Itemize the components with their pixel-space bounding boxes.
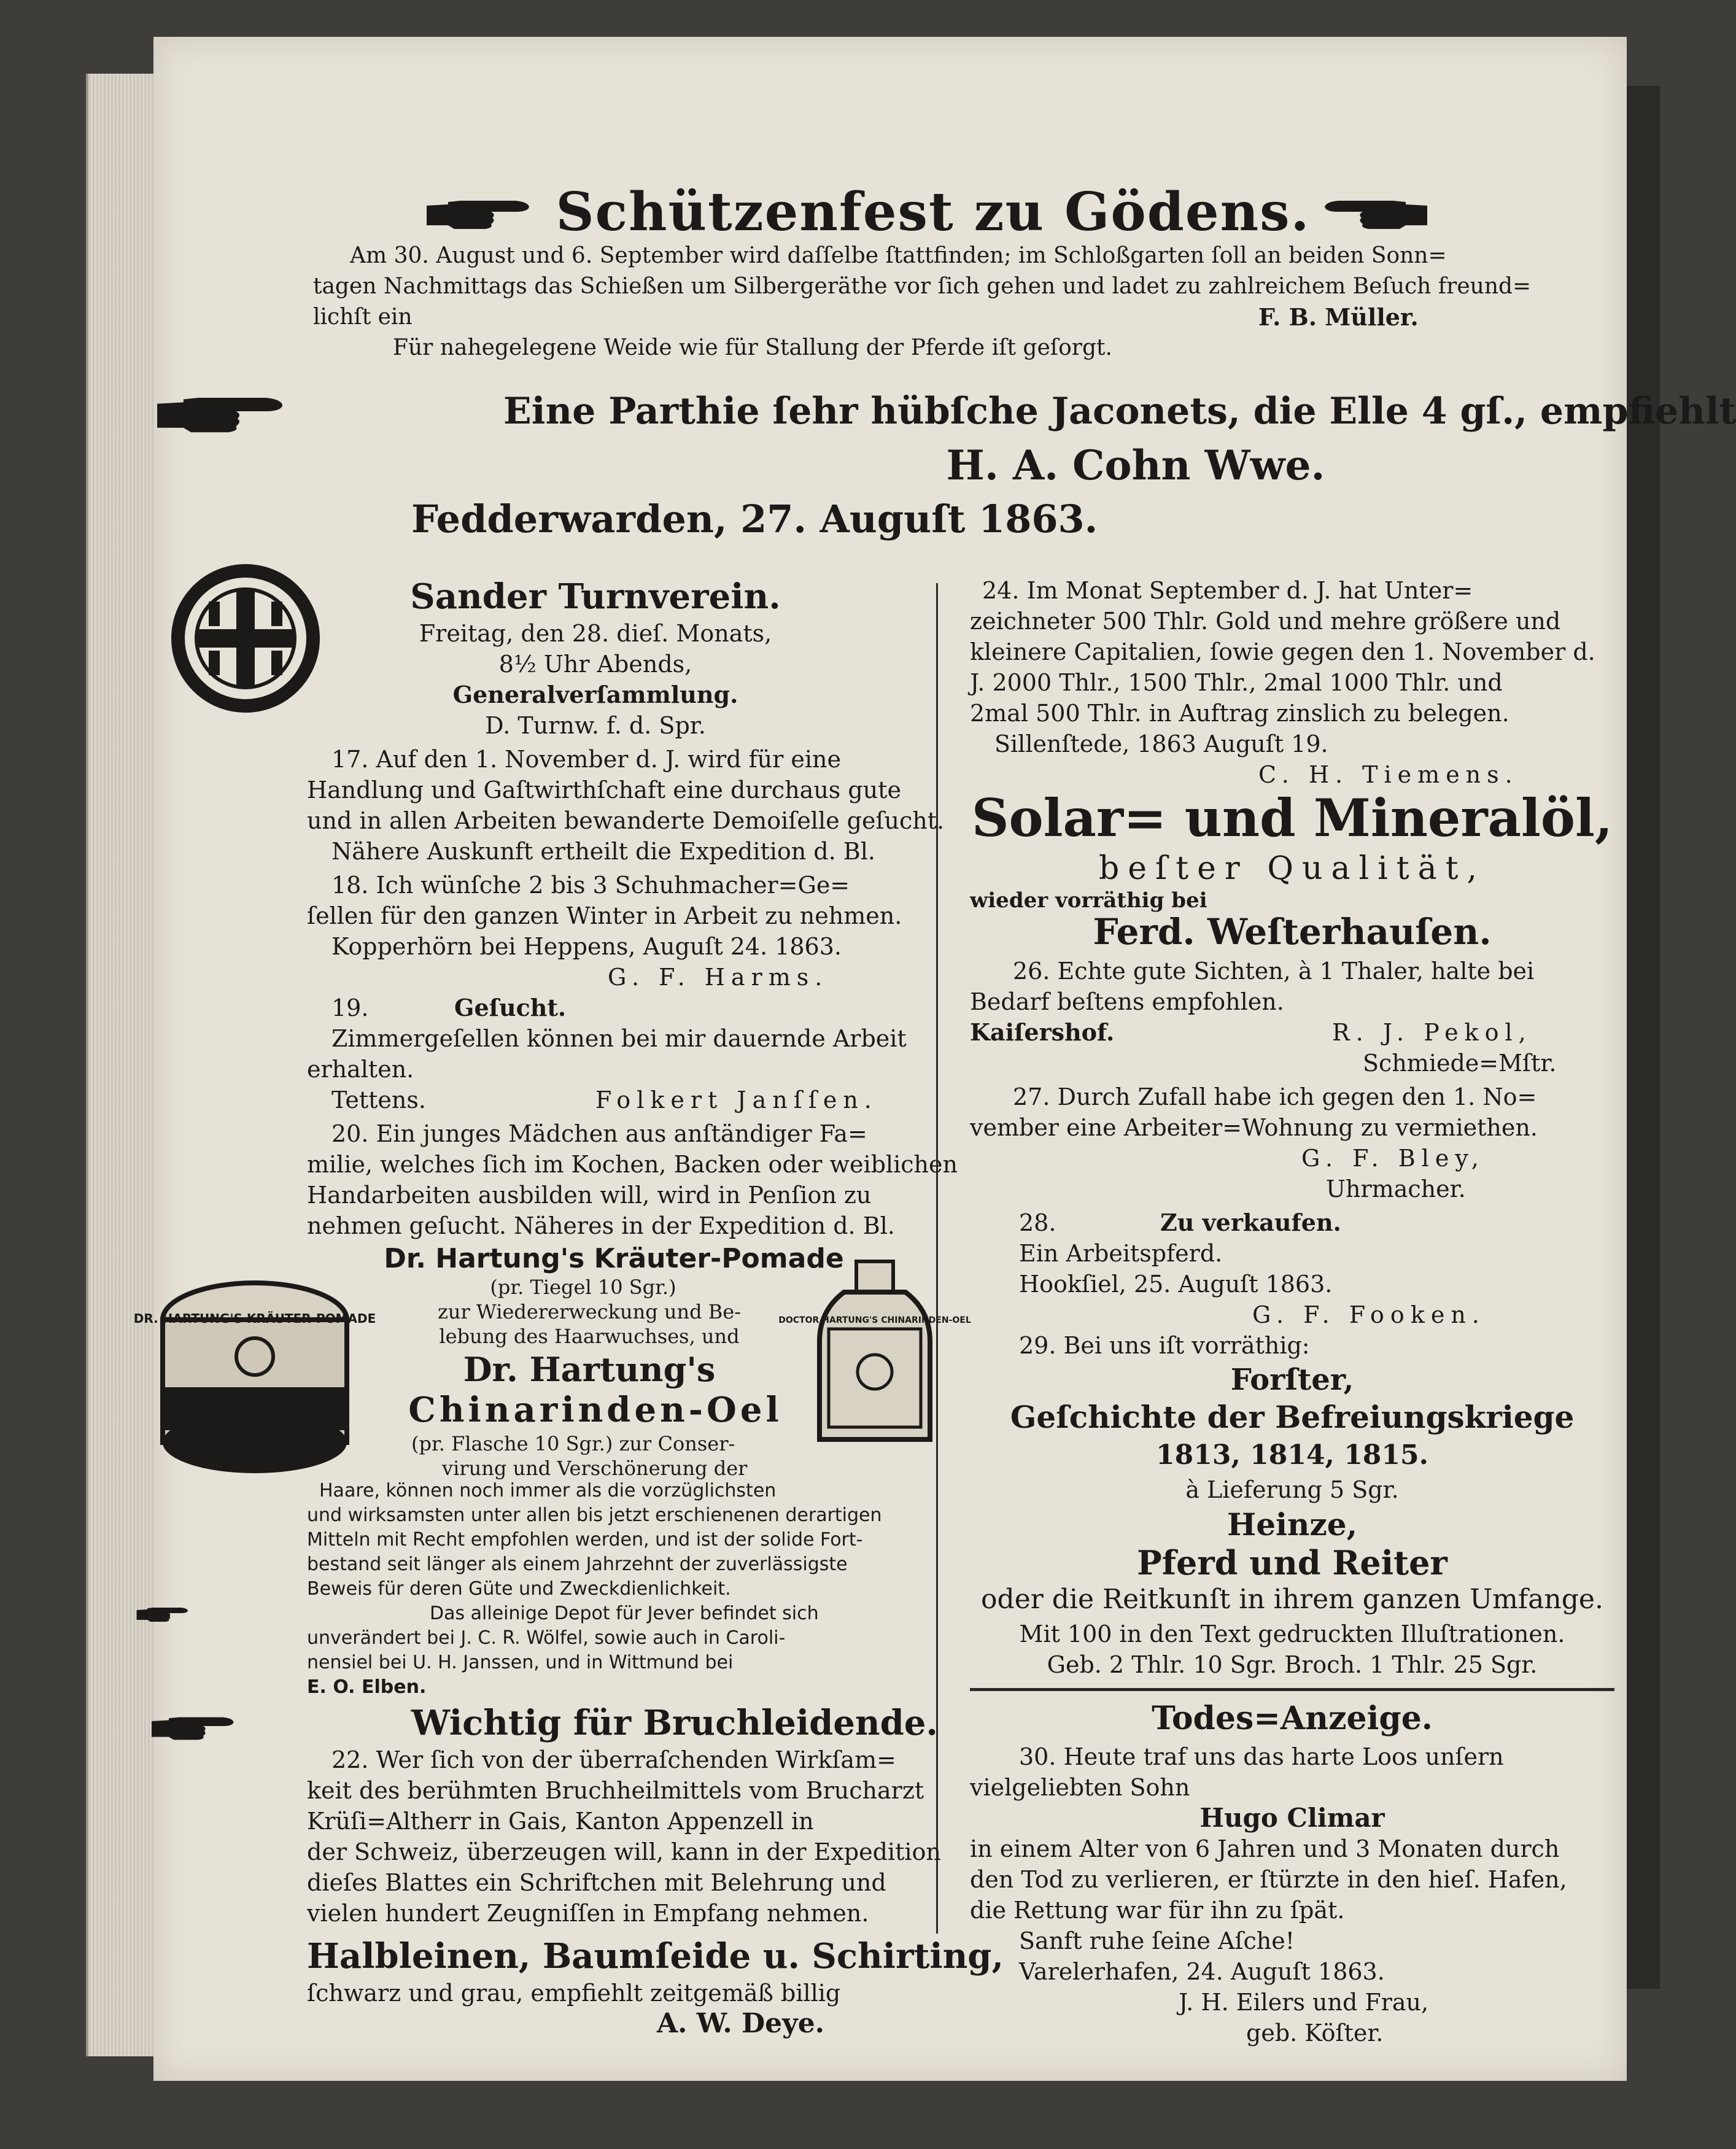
schuetzenfest-line-4: Für nahegelegene Weide wie für Stallung der Pferde iſt geſorgt. [393,335,1112,360]
turnverein-line-1: Freitag, den 28. dieſ. Monats, [419,620,772,647]
ad27-title: Uhrmacher. [1326,1175,1466,1202]
ad29-price: à Lieferung 5 Sgr. [1185,1476,1399,1503]
pointing-hand-left-icon [1320,187,1430,236]
jaconets-advertiser: H. A. Cohn Wwe. [946,441,1325,489]
turnverein-emblem-icon [166,559,325,718]
todes-signature-2: geb. Köſter. [1246,2019,1384,2046]
jaconets-line-1: Eine Parthie ſehr hübſche Jaconets, die Elle 4 gſ., empfiehlt [503,390,1736,433]
ad27-signature: G. F. Bley, [1301,1145,1485,1172]
pointing-hand-jaconets-icon [153,381,289,442]
ad20-line-3: Handarbeiten ausbilden will, wird in Penſion zu [307,1182,872,1209]
hartung-depot-1: Das alleinige Depot für Jever befindet sich [430,1603,819,1624]
todes-line-1: 30. Heute traf uns das harte Loos unſern [1019,1743,1504,1770]
ad18-line-3: Kopperhörn bei Heppens, Auguſt 24. 1863. [331,933,842,960]
ad24-line-1: 24. Im Monat September d. J. hat Unter= [982,577,1473,604]
schuetzenfest-line-1: Am 30. August und 6. September wird daſſelbe ſtattfinden; im Schloßgarten ſoll an beiden Sonn= [350,243,1447,268]
ad20-line-4: nehmen geſucht. Näheres in der Expedition d. Bl. [307,1212,895,1239]
halbleinen-advertiser: A. W. Deye. [657,2008,825,2039]
ad29-book-title: Geſchichte der Befreiungskriege [1010,1399,1575,1435]
todes-signature: J. H. Eilers und Frau, [1179,1989,1429,2016]
pomade-jar-icon [133,1264,376,1485]
ad17-line-1: 17. Auf den 1. November d. J. wird für eine [331,746,842,773]
ad19-signature: Folkert Janſſen. [595,1086,878,1113]
ad28-signature: G. F. Fooken. [1252,1301,1486,1328]
hartung-body-3: Mitteln mit Recht empfohlen werden, und ist der solide Fort- [307,1529,863,1551]
ad28-line-2: Hookſiel, 25. Auguſt 1863. [1019,1271,1333,1298]
halbleinen-line-1: ſchwarz und grau, empfiehlt zeitgemäß billig [307,1980,841,2007]
oel-bottle-icon [778,1255,971,1452]
ad17-line-3: und in allen Arbeiten bewanderte Demoiſelle geſucht. [307,807,945,834]
ad26-title: Schmiede=Mſtr. [1363,1050,1557,1077]
solar-title: Solar= und Mineralöl, [971,788,1613,848]
ad19-title: Geſucht. [454,994,567,1021]
hartung-oel-title: Chinarinden-Oel [408,1390,783,1430]
ad29-years: 1813, 1814, 1815. [1156,1439,1428,1471]
ad29-author: Forſter, [1230,1363,1354,1397]
ad24-line-2: zeichneter 500 Thlr. Gold und mehre größere und [970,608,1561,635]
ad19-line-1: Zimmergeſellen können bei mir dauernde Arbeit [331,1025,907,1052]
schuetzenfest-signature: F. B. Müller. [1258,303,1419,331]
todes-line-3: in einem Alter von 6 Jahren und 3 Monaten durch [970,1835,1560,1862]
ad20-line-2: milie, welches ſich im Kochen, Backen oder weiblichen [307,1151,958,1178]
halbleinen-title: Halbleinen, Baumſeide u. Schirting, [307,1936,1004,1977]
page-stack-edge [86,74,162,2056]
ad28-line-1: Ein Arbeitspferd. [1019,1240,1223,1267]
todes-line-4: den Tod zu verlieren, er ſtürzte in den hieſ. Hafen, [970,1866,1567,1893]
ad29-subtitle-2: oder die Reitkunſt in ihrem ganzen Umfange. [981,1584,1603,1615]
ad24-line-6: Sillenſtede, 1863 Auguſt 19. [994,730,1328,757]
ad24-line-4: J. 2000 Thlr., 1500 Thlr., 2mal 1000 Thlr. und [970,669,1503,696]
turnverein-line-4: D. Turnw. f. d. Spr. [485,712,706,739]
ad29-illustrations: Mit 100 in den Text gedruckten Illuſtrationen. [1019,1620,1565,1648]
ad22-line-2: keit des berühmten Bruchheilmittels vom Brucharzt [307,1777,924,1804]
todes-line-2: vielgeliebten Sohn [970,1774,1190,1801]
schuetzenfest-line-3: lichſt ein [313,304,413,330]
ad19-line-2: erhalten. [307,1056,414,1083]
hartung-depot-2: unverändert bei J. C. R. Wölfel, sowie auch in Caroli- [307,1627,786,1649]
ad18-line-1: 18. Ich wünſche 2 bis 3 Schuhmacher=Ge= [331,872,850,899]
hartung-body-4: bestand seit länger als einem Jahrzehnt der zuverlässigste [307,1554,848,1575]
ad29-line-1: 29. Bei uns iſt vorräthig: [1019,1332,1310,1359]
ad24-line-5: 2mal 500 Thlr. in Auftrag zinslich zu belegen. [970,700,1509,727]
hartung-line-2: lebung des Haarwuchses, und [439,1325,740,1348]
todes-divider [970,1688,1614,1691]
hartung-price-1: (pr. Tiegel 10 Sgr.) [490,1276,676,1299]
hartung-subtitle: Dr. Hartung's [463,1350,716,1389]
ad26-signature: R. J. Pekol, [1332,1019,1532,1046]
ad29-book-title-2: Pferd und Reiter [1137,1543,1447,1582]
solar-advertiser: Ferd. Weſterhauſen. [1093,911,1492,953]
todes-name: Hugo Climar [1199,1803,1385,1833]
turnverein-line-2: 8½ Uhr Abends, [498,651,692,678]
ad22-line-6: vielen hundert Zeugniſſen in Empfang nehmen. [307,1900,869,1927]
hartung-body-5: Beweis für deren Güte und Zweckdienlichkeit. [307,1578,731,1600]
ad26-line-2: Bedarf beſtens empfohlen. [970,988,1284,1015]
ad19-number: 19. [331,994,369,1021]
ad28-number: 28. [1019,1209,1056,1236]
ad24-signature: C. H. Tiemens. [1258,761,1519,788]
newspaper-page [133,37,1736,2081]
solar-subtitle: beſter Qualität, [1098,850,1486,887]
ad17-line-4: Nähere Auskunft ertheilt die Expedition d. Bl. [331,838,875,865]
ad22-line-5: dieſes Blattes ein Schriftchen mit Belehrung und [307,1869,886,1896]
facing-page-edge [1627,86,1660,1989]
jar-label-text: DR. HARTUNG'S KRÄUTER-POMADE [133,1311,376,1326]
ad29-price-2: Geb. 2 Thlr. 10 Sgr. Broch. 1 Thlr. 25 Sgr. [1047,1651,1538,1678]
hartung-body-2: und wirksamsten unter allen bis jetzt erschienenen derartigen [307,1504,882,1526]
ad22-title: Wichtig für Bruchleidende. [411,1703,938,1743]
turnverein-title: Sander Turnverein. [410,576,781,617]
bottle-label-text: DOCTOR HARTUNG'S CHINARINDEN-OEL [778,1315,971,1325]
ad27-line-1: 27. Durch Zufall habe ich gegen den 1. No= [1013,1083,1537,1110]
ad24-line-3: kleinere Capitalien, ſowie gegen den 1. November d. [970,638,1595,665]
ad22-line-3: Krüſi=Altherr in Gais, Kanton Appenzell in [307,1808,814,1835]
ad27-line-2: vember eine Arbeiter=Wohnung zu vermiethen. [970,1114,1538,1141]
ad22-line-4: der Schweiz, überzeugen will, kann in der Expedition [307,1838,941,1865]
todes-line-7: Varelerhafen, 24. Auguſt 1863. [1019,1958,1385,1985]
schuetzenfest-title: Schützenfest zu Gödens. [556,181,1311,243]
small-pointing-hand-icon [135,1601,190,1625]
dateline: Fedderwarden, 27. Auguſt 1863. [411,497,1098,541]
turnverein-line-3: Generalverſammlung. [452,681,738,708]
ad22-line-1: 22. Wer ſich von der überraſchenden Wirkſam= [331,1746,896,1773]
ad26-place: Kaiſershof. [970,1018,1115,1046]
ad26-line-1: 26. Echte gute Sichten, à 1 Thaler, halte bei [1013,958,1535,985]
hartung-line-1: zur Wiedererweckung und Be- [437,1300,742,1323]
hartung-body-1: Haare, können noch immer als die vorzüglichsten [319,1480,777,1501]
ad18-line-2: ſellen für den ganzen Winter in Arbeit zu nehmen. [307,902,902,929]
hartung-price-2: (pr. Flasche 10 Sgr.) zur Conser- [411,1432,735,1455]
pointing-hand-bruch-icon [147,1706,239,1746]
todes-title: Todes=Anzeige. [1152,1700,1433,1737]
todes-line-6: Sanft ruhe ſeine Aſche! [1019,1927,1295,1954]
hartung-title: Dr. Hartung's Kräuter-Pomade [384,1243,844,1274]
hartung-line-3: virung und Verschönerung der [442,1457,748,1480]
hartung-depot-3: nensiel bei U. H. Janssen, und in Wittmund bei [307,1652,734,1673]
ad19-place: Tettens. [331,1086,426,1113]
ad18-signature: G. F. Harms. [608,964,829,991]
ad29-author-2: Heinze, [1226,1506,1357,1543]
hartung-depot-4: E. O. Elben. [307,1676,427,1698]
todes-line-5: die Rettung war für ihn zu ſpät. [970,1897,1345,1924]
ad20-line-1: 20. Ein junges Mädchen aus anſtändiger Fa= [331,1120,867,1147]
schuetzenfest-line-2: tagen Nachmittags das Schießen um Silbergeräthe vor ſich gehen und ladet zu zahlreichem Beſuch freund= [313,274,1532,299]
pointing-hand-right-icon [424,187,534,236]
ad17-line-2: Handlung und Gaſtwirthſchaft eine durchaus gute [307,776,901,803]
solar-line-1: wieder vorräthig bei [970,888,1207,913]
ad28-title: Zu verkaufen. [1160,1209,1341,1236]
